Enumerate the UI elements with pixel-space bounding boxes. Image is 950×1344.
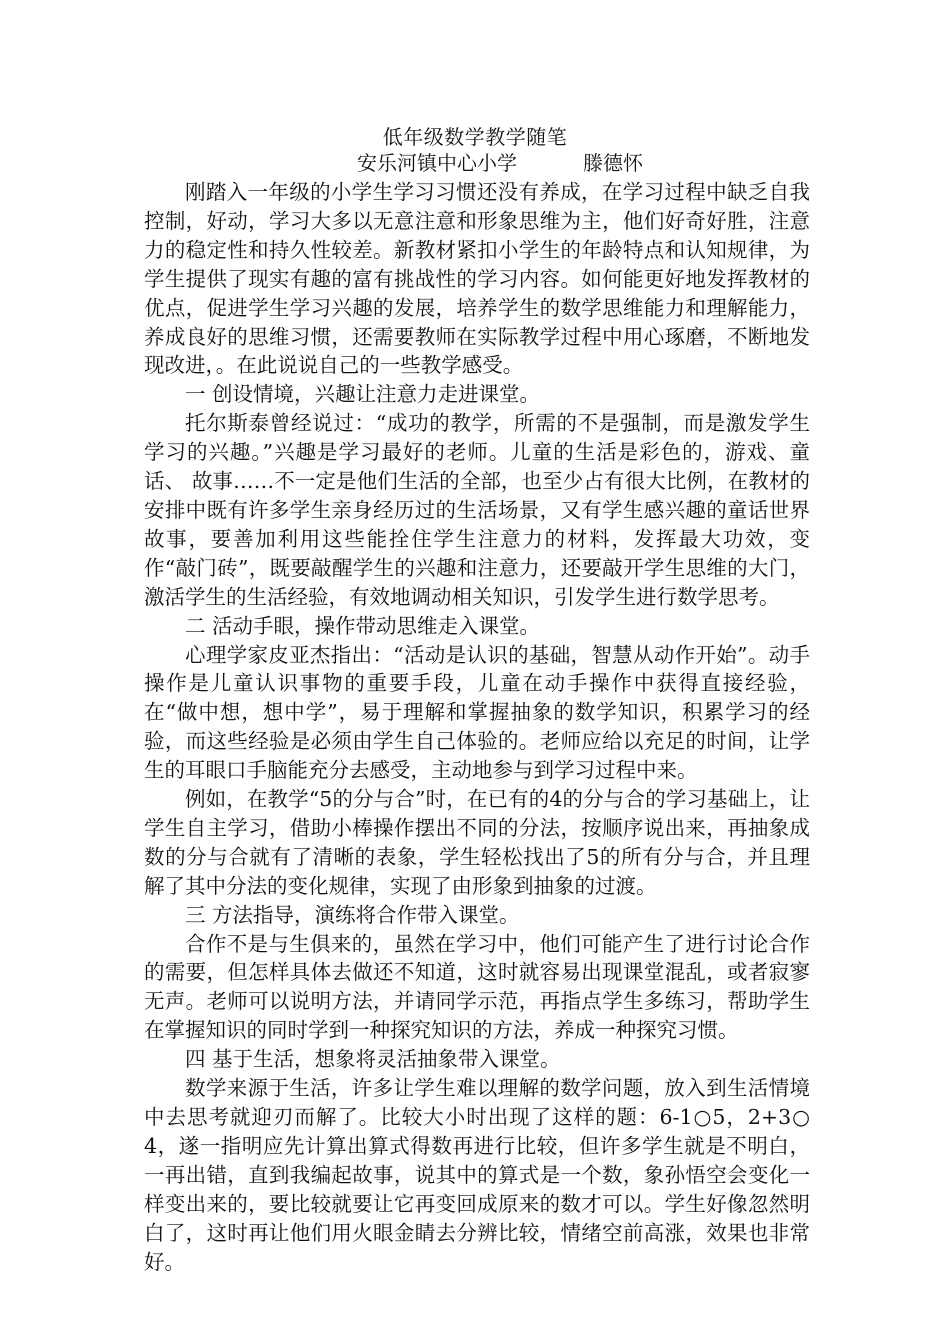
section-heading: 三 方法指导，演练将合作带入课堂。 [185, 902, 520, 927]
body-paragraph: 数学来源于生活，许多让学生难以理解的数学问题，放入到生活情境中去思考就迎刃而解了。比较大小时出现了这样的题：6-1○5，2+3○4，遂一指明应先计算出算式得数再进行比较，但许多学生就是不明白，一再出错，直到我编起故事，说其中的算式是一个数，象孙悟空会变化一样变出来的，要比较就要让它再变回成原来的数才可以。学生好像忽然明白了，这时再让他们用火眼金睛去分辨比较，情绪空前高涨，效果也非常好。 [144, 1076, 810, 1274]
section-heading: 一 创设情境，兴趣让注意力走进课堂。 [185, 382, 541, 407]
school-name: 安乐河镇中心小学 [357, 151, 517, 175]
body-paragraph: 例如，在教学“5的分与合”时，在已有的4的分与合的学习基础上，让学生自主学习，借助小棒操作摆出不同的分法，按顺序说出来，再抽象成数的分与合就有了清晰的表象，学生轻松找出了5的所有分与合，并且理解了其中分法的变化规律，实现了由形象到抽象的过渡。 [144, 787, 810, 898]
author-name: 滕德怀 [583, 151, 643, 175]
section-heading: 四 基于生活，想象将灵活抽象带入课堂。 [185, 1047, 561, 1072]
body-paragraph: 托尔斯泰曾经说过：“成功的教学，所需的不是强制，而是激发学生学习的兴趣。”兴趣是学习最好的老师。儿童的生活是彩色的，游戏、童话、 故事……不一定是他们生活的全部，也至少占有很大比例，在教材的安排中既有许多学生亲身经历过的生活场景，又有学生感兴趣的童话世界故事，要善加利用这些能拴住学生注意力的材料，发挥最大功效，变作“敲门砖”，既要敲醒学生的兴趣和注意力，还要敲开学生思维的大门，激活学生的生活经验，有效地调动相关知识，引发学生进行数学思考。 [144, 411, 810, 609]
byline [357, 150, 643, 176]
body-paragraph: 刚踏入一年级的小学生学习习惯还没有养成，在学习过程中缺乏自我控制，好动，学习大多以无意注意和形象思维为主，他们好奇好胜，注意力的稳定性和持久性较差。新教材紧扣小学生的年龄特点和认知规律，为学生提供了现实有趣的富有挑战性的学习内容。如何能更好地发挥教材的优点，促进学生学习兴趣的发展，培养学生的数学思维能力和理解能力，养成良好的思维习惯，还需要教师在实际教学过程中用心琢磨，不断地发现改进，。在此说说自己的一些教学感受。 [144, 180, 810, 378]
document-title: 低年级数学教学随笔 [382, 125, 568, 149]
body-paragraph: 合作不是与生俱来的，虽然在学习中，他们可能产生了进行讨论合作的需要，但怎样具体去做还不知道，这时就容易出现课堂混乱，或者寂寥无声。老师可以说明方法，并请同学示范，再指点学生多练习，帮助学生在掌握知识的同时学到一种探究知识的方法，养成一种探究习惯。 [144, 931, 810, 1043]
body-paragraph: 心理学家皮亚杰指出：“活动是认识的基础，智慧从动作开始”。动手操作是儿童认识事物的重要手段，儿童在动手操作中获得直接经验，在“做中想，想中学”，易于理解和掌握抽象的数学知识，积累学习的经验，而这些经验是必须由学生自己体验的。老师应给以充足的时间，让学生的耳眼口手脑能充分去感受，主动地参与到学习过程中来。 [144, 642, 810, 783]
section-heading: 二 活动手眼，操作带动思维走入课堂。 [185, 613, 541, 638]
document-body [144, 178, 810, 1276]
